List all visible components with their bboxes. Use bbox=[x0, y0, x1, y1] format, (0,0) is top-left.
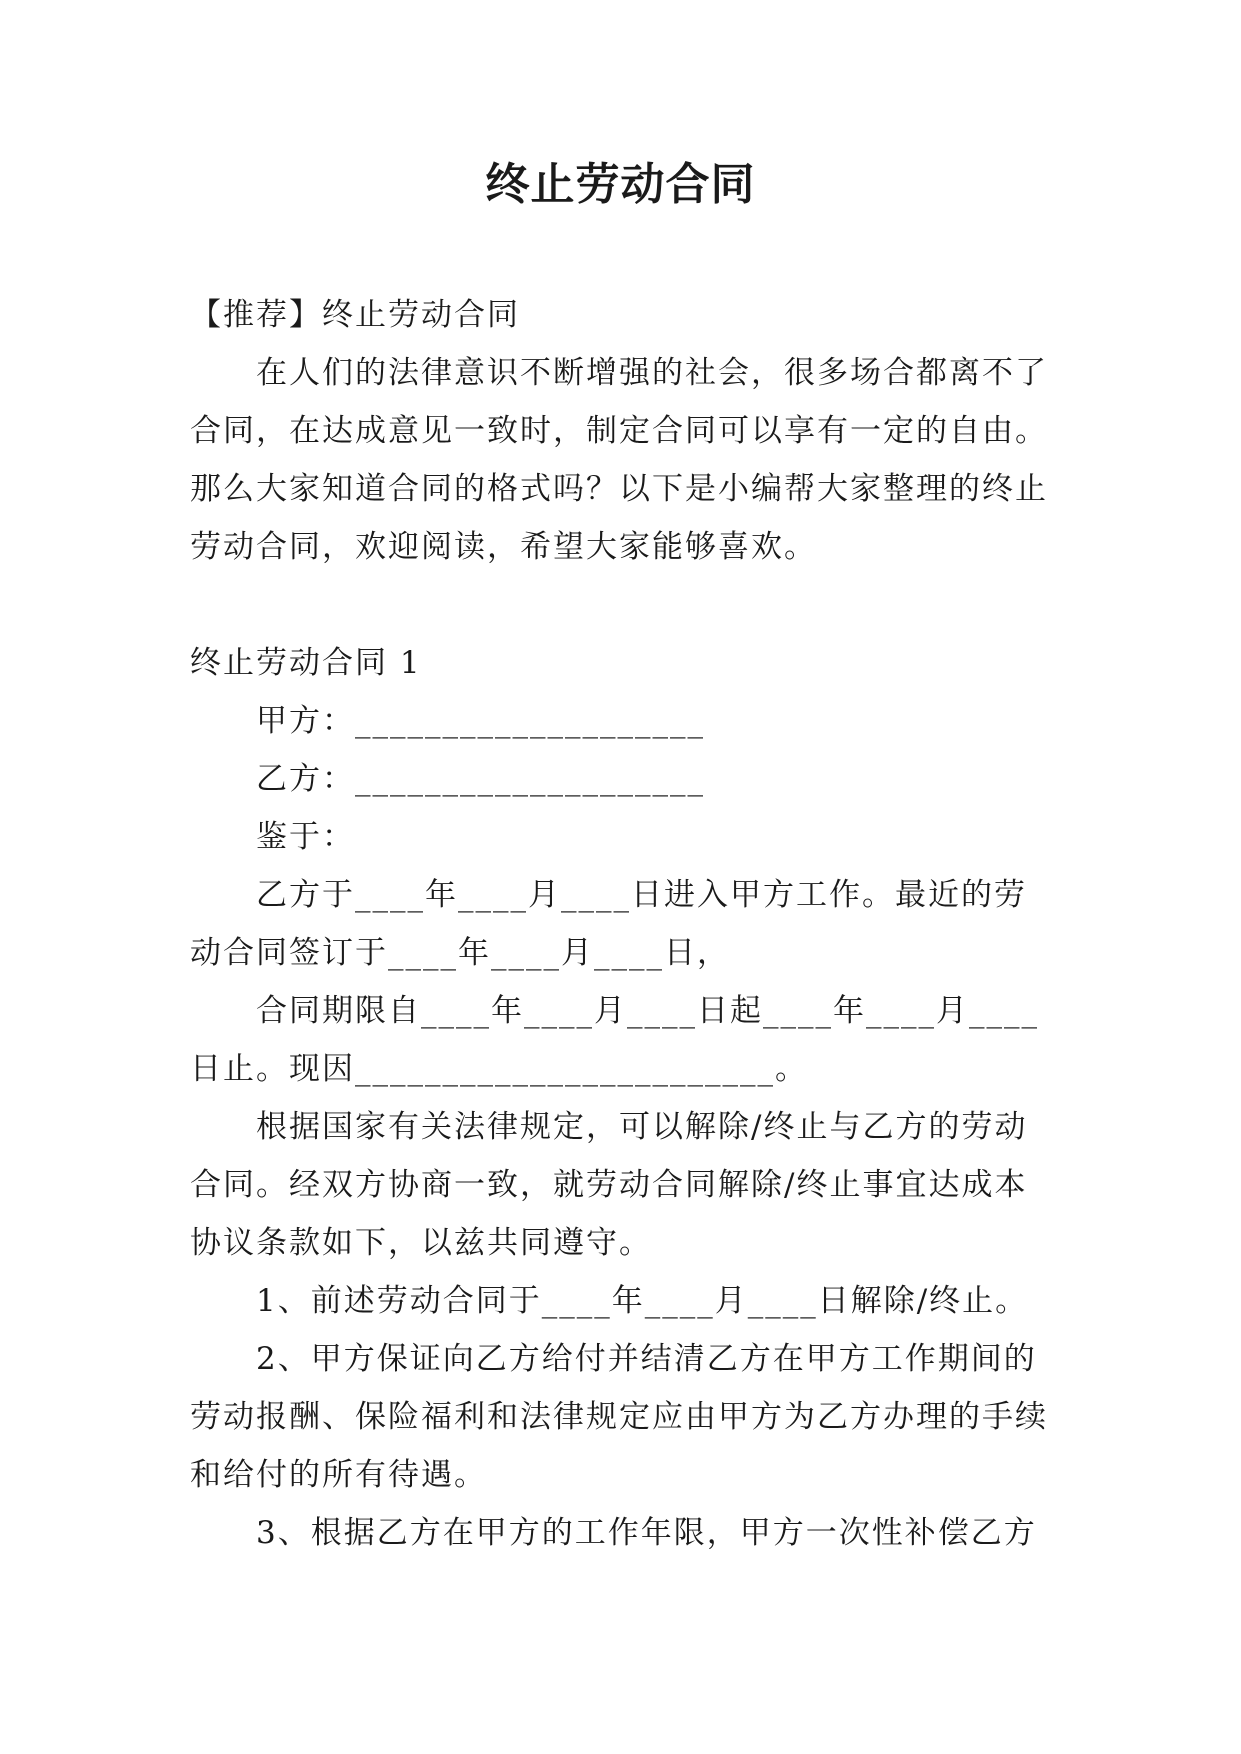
entry-paragraph: 乙方于____年____月____日进入甲方工作。最近的劳动合同签订于____年____月____日， bbox=[190, 877, 1027, 971]
clause-3: 3、根据乙方在甲方的工作年限，甲方一次性补偿乙方 bbox=[256, 1515, 1037, 1551]
clause-1: 1、前述劳动合同于____年____月____日解除/终止。 bbox=[256, 1283, 1029, 1319]
paragraph-gap bbox=[190, 576, 1050, 634]
party-b-line: 乙方：____________________ bbox=[256, 761, 705, 797]
clause-2: 2、甲方保证向乙方给付并结清乙方在甲方工作期间的劳动报酬、保险福利和法律规定应由甲方为乙方办理的手续和给付的所有待遇。 bbox=[190, 1341, 1048, 1493]
intro-paragraph: 在人们的法律意识不断增强的社会，很多场合都离不了合同，在达成意见一致时，制定合同可以享有一定的自由。那么大家知道合同的格式吗？以下是小编帮大家整理的终止劳动合同，欢迎阅读，希望大家能够喜欢。 bbox=[190, 355, 1048, 565]
whereas-line: 鉴于： bbox=[256, 819, 355, 855]
document-title: 终止劳动合同 bbox=[485, 159, 756, 210]
section-heading: 终止劳动合同 1 bbox=[190, 645, 422, 681]
recommend-line: 【推荐】终止劳动合同 bbox=[190, 297, 520, 333]
term-paragraph: 合同期限自____年____月____日起____年____月____日止。现因________________________。 bbox=[190, 993, 1039, 1087]
party-a-line: 甲方：____________________ bbox=[256, 703, 705, 739]
law-paragraph: 根据国家有关法律规定，可以解除/终止与乙方的劳动合同。经双方协商一致，就劳动合同解除/终止事宜达成本协议条款如下，以兹共同遵守。 bbox=[190, 1109, 1028, 1261]
document-body bbox=[190, 286, 1050, 1562]
